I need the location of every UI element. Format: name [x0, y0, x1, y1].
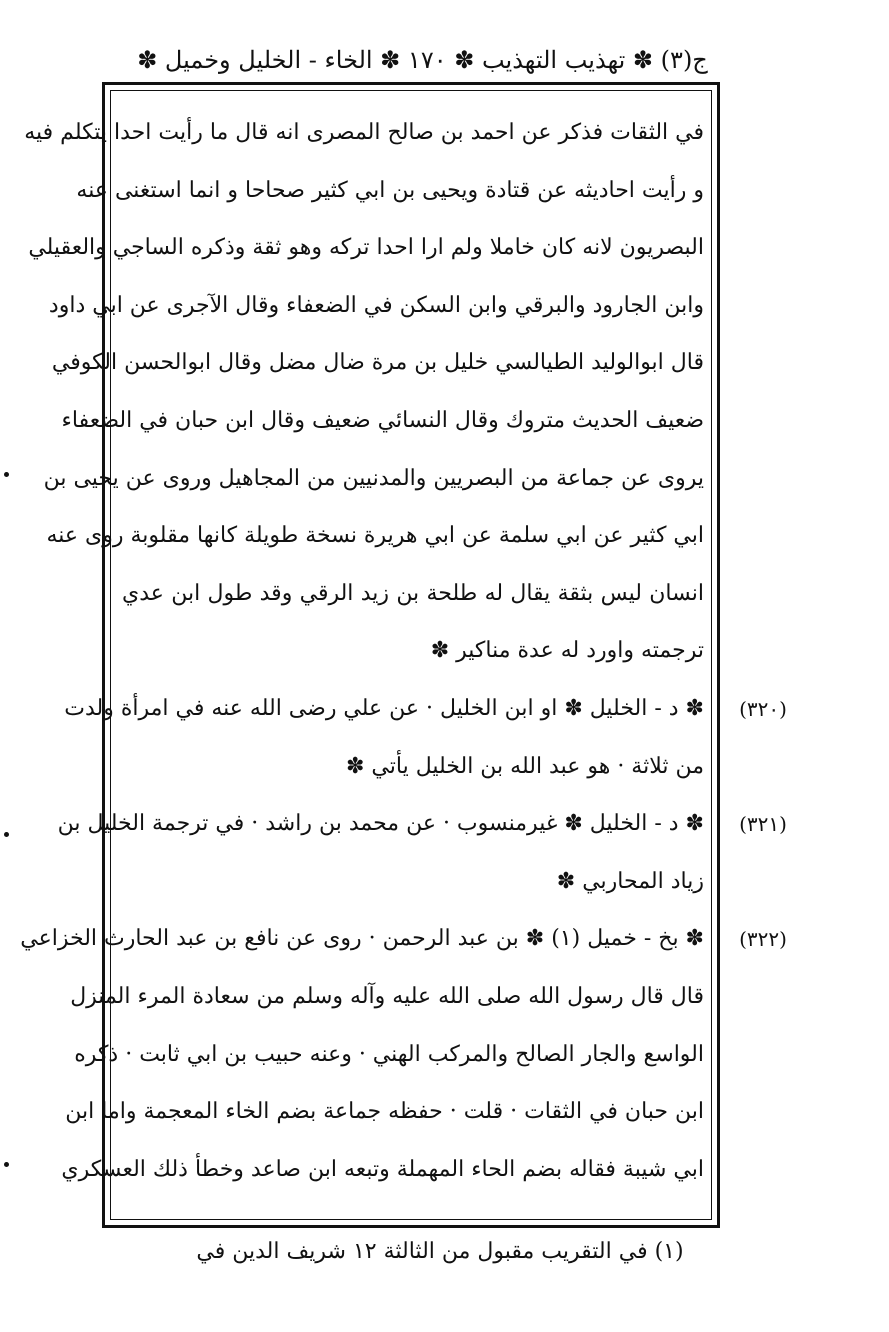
text-line: ترجمته واورد له عدة مناكير ✽: [430, 638, 704, 664]
entry-number: (٣٢١): [739, 812, 787, 836]
text-line: البصريون لانه كان خاملا ولم ارا احدا تركه وهو ثقة وذكره الساجي والعقيلي: [28, 235, 704, 261]
entry-number: (٣٢٠): [739, 697, 787, 721]
text-line: قال ابوالوليد الطيالسي خليل بن مرة ضال مضل وقال ابوالحسن الكوفي: [51, 350, 704, 376]
text-line: ابي شيبة فقاله بضم الحاء المهملة وتبعه ابن صاعد وخطأ ذلك العسكري: [61, 1156, 704, 1182]
text-line: من ثلاثة · هو عبد الله بن الخليل يأتي ✽: [346, 753, 704, 779]
margin-speck: [4, 1162, 9, 1167]
margin-speck: [4, 472, 9, 477]
entry-line: ✽ د - الخليل ✽ غيرمنسوب · عن محمد بن راشد · في ترجمة الخليل بن: [57, 811, 704, 837]
footnote: (١) في التقريب مقبول من الثالثة ١٢ شريف الدين في: [196, 1239, 684, 1264]
text-line: في الثقات فذكر عن احمد بن صالح المصرى انه قال ما رأيت احدا يتكلم فيه: [24, 120, 704, 145]
text-line: وابن الجارود والبرقي وابن السكن في الضعفاء وقال الآجرى عن ابي داود: [48, 292, 704, 318]
text-line: ابي كثير عن ابي سلمة عن ابي هريرة نسخة طويلة كانها مقلوبة روى عنه: [46, 523, 704, 549]
text-line: زياد المحاربي ✽: [556, 868, 704, 894]
page-header: ج(٣) ✽ تهذيب التهذيب ✽ ١٧٠ ✽ الخاء - الخليل وخميل ✽: [137, 46, 708, 74]
entry-line: ✽ بخ - خميل (١) ✽ بن عبد الرحمن · روى عن نافع بن عبد الحارث الخزاعي: [20, 926, 704, 952]
text-line: الواسع والجار الصالح والمركب الهني · وعنه حبيب بن ابي ثابت · ذكره: [74, 1041, 704, 1067]
text-line: قال قال رسول الله صلى الله عليه وآله وسلم من سعادة المرء المنزل: [70, 983, 704, 1009]
text-line: يروى عن جماعة من البصريين والمدنيين من المجاهيل وروى عن يحيى بن: [43, 465, 704, 491]
body-text: [20, 104, 704, 1198]
margin-speck: [4, 832, 9, 837]
text-line: ابن حبان في الثقات · قلت · حفظه جماعة بضم الخاء المعجمة واما ابن: [65, 1099, 704, 1125]
entry-number: (٣٢٢): [739, 927, 787, 951]
text-line: انسان ليس بثقة يقال له طلحة بن زيد الرقي وقد طول ابن عدي: [122, 580, 704, 606]
entry-line: ✽ د - الخليل ✽ او ابن الخليل · عن علي رضى الله عنه في امرأة ولدت: [64, 695, 704, 721]
text-line: و رأيت احاديثه عن قتادة ويحيى بن ابي كثير صحاحا و انما استغنى عنه: [76, 177, 704, 203]
text-line: ضعيف الحديث متروك وقال النسائي ضعيف وقال ابن حبان في الضعفاء: [61, 407, 704, 433]
